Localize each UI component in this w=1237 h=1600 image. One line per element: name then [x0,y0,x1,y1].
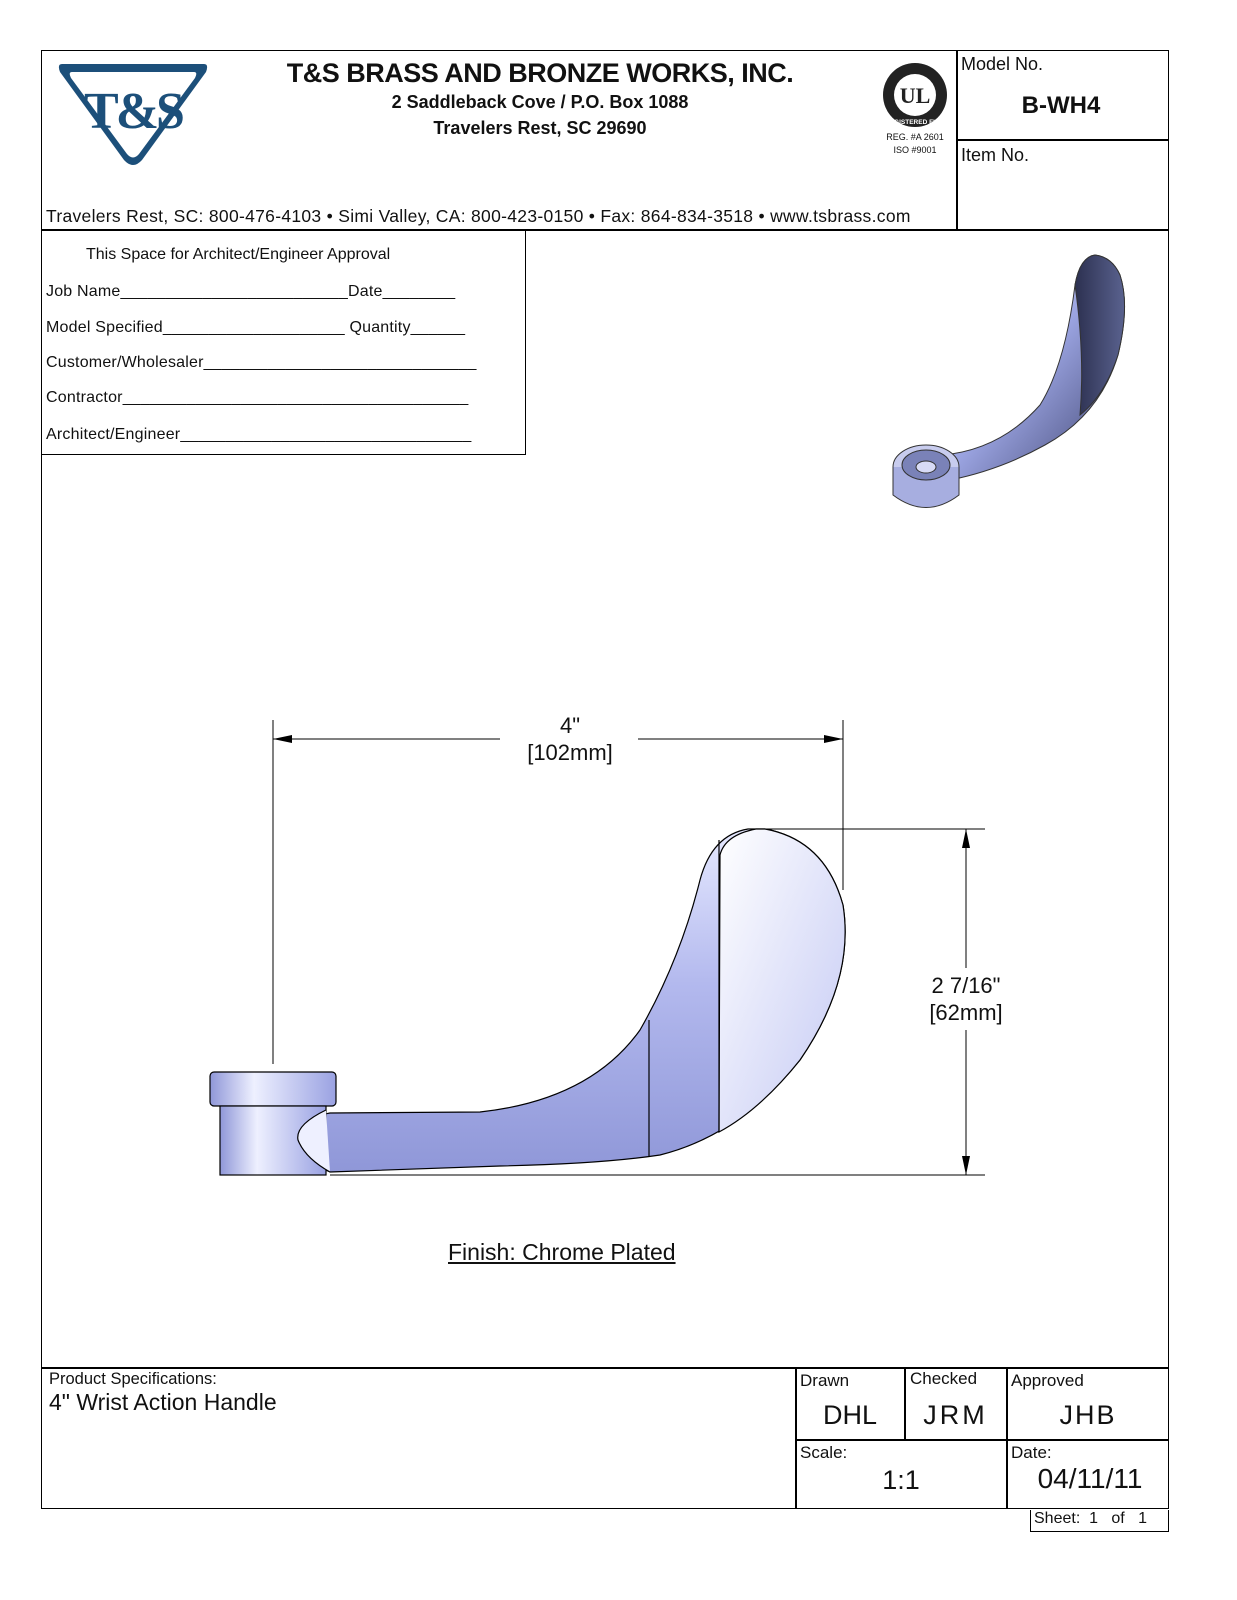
arrow-down-icon [962,1156,970,1175]
model-number: B-WH4 [1021,92,1101,119]
ul-reg-number: REG. #A 2601 [886,132,944,142]
width-dimension-mm: [102mm] [527,740,613,765]
job-name-field[interactable]: Job Name_________________________Date________ [46,283,456,300]
spec-value: 4" Wrist Action Handle [49,1389,277,1415]
arrow-left-icon [273,735,292,743]
arrow-right-icon [824,735,843,743]
customer-field[interactable]: Customer/Wholesaler______________________________ [46,354,477,371]
handle-side-view [200,710,1000,1190]
ul-ring-text: REGISTERED FIRM [885,119,945,126]
date-value: 04/11/11 [1037,1463,1143,1494]
item-number[interactable] [961,175,1161,215]
ul-mark-text: UL [899,83,931,108]
item-label: Item No. [961,145,1030,165]
contact-line: Travelers Rest, SC: 800-476-4103 • Simi Valley, CA: 800-423-0150 • Fax: 864-834-3518 • www.tsbrass.com [46,206,911,226]
company-block [250,58,830,141]
address-line-2: Travelers Rest, SC 29690 [433,118,647,138]
drawn-label: Drawn [800,1371,850,1390]
contractor-field[interactable]: Contractor______________________________________ [46,389,469,406]
approved-label: Approved [1011,1371,1084,1390]
approval-title: This Space for Architect/Engineer Approval [86,246,391,263]
checked-label: Checked [910,1369,978,1388]
model-label: Model No. [961,54,1044,74]
architect-field[interactable]: Architect/Engineer________________________________ [46,426,472,443]
checked-value: JRM [923,1400,988,1430]
title-block-row [795,1439,1169,1441]
spec-label: Product Specifications: [49,1370,217,1388]
ts-logo [54,56,212,168]
height-dimension-inches: 2 7/16" [931,973,1001,998]
approved-value: JHB [1059,1400,1117,1430]
drawn-value: DHL [822,1400,877,1430]
model-item-divider [956,139,1169,141]
height-dimension-mm: [62mm] [929,1000,1003,1025]
date-label: Date: [1011,1443,1052,1462]
handle-isometric-view [880,245,1150,535]
scale-label: Scale: [800,1443,848,1462]
ul-iso-number: ISO #9001 [893,145,937,155]
address-line-1: 2 Saddleback Cove / P.O. Box 1088 [391,92,689,112]
scale-value: 1:1 [882,1465,920,1495]
finish-note: Finish: Chrome Plated [448,1239,676,1265]
arrow-up-icon [962,829,970,848]
model-specified-field[interactable]: Model Specified____________________ Quantity______ [46,319,466,336]
company-name: T&S BRASS AND BRONZE WORKS, INC. [286,58,794,88]
title-block-top [41,1367,1169,1369]
width-dimension-inches: 4" [559,713,581,738]
ul-registered-firm-icon [880,60,950,130]
logo-text: T&S [84,83,182,140]
sheet-number: Sheet: 1 of 1 [1030,1510,1169,1532]
